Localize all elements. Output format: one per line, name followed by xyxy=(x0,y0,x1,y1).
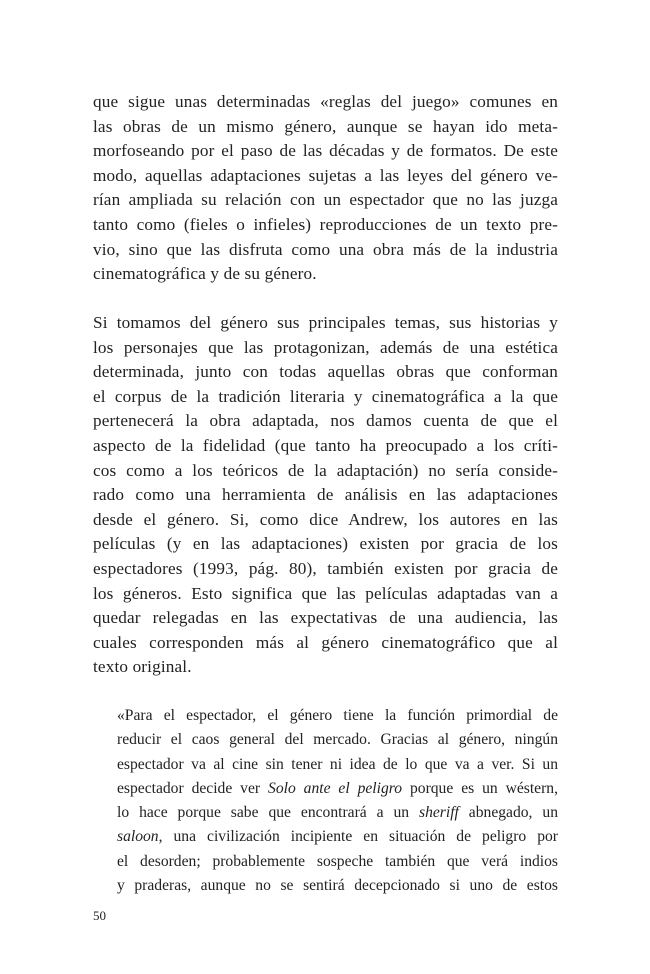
quote-line xyxy=(117,777,558,801)
text-line: rían ampliada su relación con un espectador que no las juzga xyxy=(93,190,558,210)
text-line: las obras de un mismo género, aunque se hayan ido meta- xyxy=(93,116,558,136)
text-line: tanto como (fieles o infieles) reproducciones de un texto pre- xyxy=(93,214,558,234)
text-line: espectadores (1993, pág. 80), también existen por gracia de xyxy=(93,558,558,578)
quote-line: y praderas, aunque no se sentirá decepcionado si uno de estos xyxy=(117,877,558,895)
text-line: cuales corresponden más al género cinematográfico que al xyxy=(93,632,558,652)
paragraph-2 xyxy=(93,311,558,680)
quote-line xyxy=(117,801,558,825)
text-line: el corpus de la tradición literaria y cinematográfica a la que xyxy=(93,386,558,406)
text-line: desde el género. Si, como dice Andrew, los autores en las xyxy=(93,509,558,529)
quote-text: lo hace porque sabe que encontrará a un xyxy=(117,804,420,822)
text-line: películas (y en las adaptaciones) existen por gracia de los xyxy=(93,534,558,554)
text-line: Si tomamos del género sus principales temas, sus historias y xyxy=(93,313,558,332)
quote-line: «Para el espectador, el género tiene la función primordial de xyxy=(117,707,558,724)
text-line: que sigue unas determinadas «reglas del juego» comunes en xyxy=(93,92,558,111)
text-line: los personajes que las protagonizan, además de una estética xyxy=(93,337,558,357)
quote-text: espectador decide ver xyxy=(117,779,269,797)
text-line: rado como una herramienta de análisis en las adaptaciones xyxy=(93,485,558,505)
quote-text: abnegado, un xyxy=(458,804,558,822)
italic-term: saloon xyxy=(117,828,159,846)
quote-line: el desorden; probablemente sospeche también que verá indios xyxy=(117,852,558,870)
quote-text: porque es un wéstern, xyxy=(402,779,558,797)
film-title: Solo ante el peligro xyxy=(268,779,403,797)
text-line: cos como a los teóricos de la adaptación) no sería conside- xyxy=(93,460,558,480)
text-line: determinada, junto con todas aquellas obras que conforman xyxy=(93,362,558,382)
italic-term: sheriff xyxy=(419,804,459,822)
page-number: 50 xyxy=(93,908,106,923)
quote-line xyxy=(117,825,558,849)
text-line: morfoseando por el paso de las décadas y de formatos. De este xyxy=(93,141,558,161)
text-line: quedar relegadas en las expectativas de una audiencia, las xyxy=(93,608,558,628)
text-line: los géneros. Esto significa que las películas adaptadas van a xyxy=(93,583,558,603)
text-line: aspecto de la fidelidad (que tanto ha preocupado a los críti- xyxy=(93,435,558,455)
quote-line: reducir el caos general del mercado. Gracias al género, ningún xyxy=(117,731,558,749)
text-line: pertenecerá la obra adaptada, nos damos cuenta de que el xyxy=(93,411,558,431)
text-line: vio, sino que las disfruta como una obra más de la industria xyxy=(93,239,558,259)
text-line: modo, aquellas adaptaciones sujetas a las leyes del género ve- xyxy=(93,165,558,185)
block-quote xyxy=(117,704,558,898)
quote-line: espectador va al cine sin tener ni idea de lo que va a ver. Si un xyxy=(117,755,558,773)
quote-text: , una civilización incipiente en situación de peligro por xyxy=(158,828,558,846)
text-line: texto original. xyxy=(93,657,192,677)
paragraph-1 xyxy=(93,90,558,287)
text-line: cinematográfica y de su género. xyxy=(93,264,317,284)
